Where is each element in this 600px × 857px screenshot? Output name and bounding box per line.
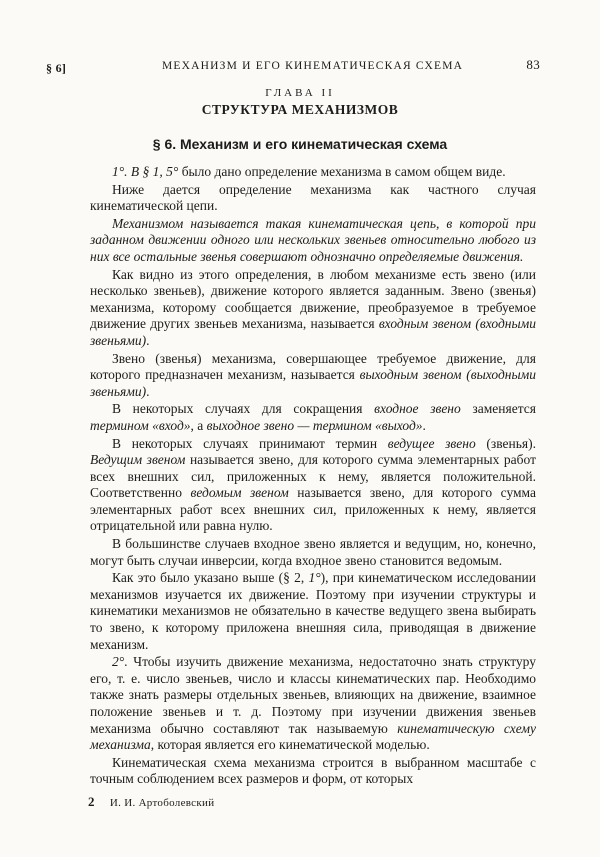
signature-mark: 2 — [88, 794, 95, 809]
page-number: 83 — [526, 57, 540, 72]
paragraph-5: Звено (звенья) механизма, совершающее требуемое движение, для которого предназначен механизм, называется выходным звеном (выходными звеньями). — [90, 350, 536, 399]
paragraph-11: Кинематическая схема механизма строится в выбранном масштабе с точным соблюдением всех размеров и форм, от которых — [90, 754, 536, 787]
chapter-title: СТРУКТУРА МЕХАНИЗМОВ — [201, 102, 399, 117]
paragraph-7: В некоторых случаях принимают термин ведущее звено (звенья). Ведущим звеном называется звено, для которого сумма элементарных работ всех внешних сил, приложенных к нему, является положительной. Соответственно ведомым звеном называется звено, для которого сумма элементарных работ всех внешних сил, приложенных к нему, является отрицательной или равна нулю. — [90, 435, 537, 534]
paragraph-6: В некоторых случаях для сокращения входное звено заменяется термином «вход», а выходное звено — термином «выход». — [90, 401, 536, 433]
footer-author: И. И. Артоболевский — [109, 797, 215, 809]
paragraph-1: 1°. В § 1, 5° было дано определение механизма в самом общем виде. — [112, 164, 506, 179]
paragraph-10: 2°. Чтобы изучить движение механизма, недостаточно знать структуру его, т. е. число звеньев, число и классы кинематических пар. Необходимо также знать размеры отдельных звеньев, влияющих на движение, взаимное положение звеньев и т. д. Поэтому при изучении движения звеньев механизма обычно составляют так называемую кинематическую схему механизма, которая является его кинематической моделью. — [90, 654, 536, 753]
section-title: § 6. Механизм и его кинематическая схема — [152, 136, 448, 152]
paragraph-3-definition: Механизмом называется такая кинематическая цепь, в которой при заданном движении одного или нескольких звеньев относительно любого из них все остальные звенья совершают однозначно определяемые движения. — [90, 215, 536, 264]
header-section-mark: § 6] — [46, 61, 67, 75]
header-running-title: МЕХАНИЗМ И ЕГО КИНЕМАТИЧЕСКАЯ СХЕМА — [162, 60, 464, 72]
running-header — [46, 57, 540, 77]
paragraph-8: В большинстве случаев входное звено является и ведущим, но, конечно, могут быть случаи инверсии, когда входное звено становится ведомым. — [90, 536, 536, 568]
paragraph-4: Как видно из этого определения, в любом механизме есть звено (или несколько звеньев), движение которого является заданным. Звено (звенья) механизма, которому сообщается движение, преобразуемое в требуемое движение других звеньев механизма, называется входным звеном (входными звеньями). — [90, 266, 536, 348]
paragraph-9: Как это было указано выше (§ 2, 1°), при кинематическом исследовании механизмов изучается их движение. Поэтому при изучении структуры и кинематики механизмов не обязательно в качестве ведущего звена выбирать то звено, к которому приложена внешняя сила, приводящая в движение механизм. — [90, 570, 537, 652]
body-text — [90, 164, 536, 788]
signature-footer — [88, 794, 214, 810]
paragraph-2: Ниже дается определение механизма как частного случая кинематической цепи. — [90, 181, 536, 214]
chapter-label: ГЛАВА II — [265, 87, 335, 99]
